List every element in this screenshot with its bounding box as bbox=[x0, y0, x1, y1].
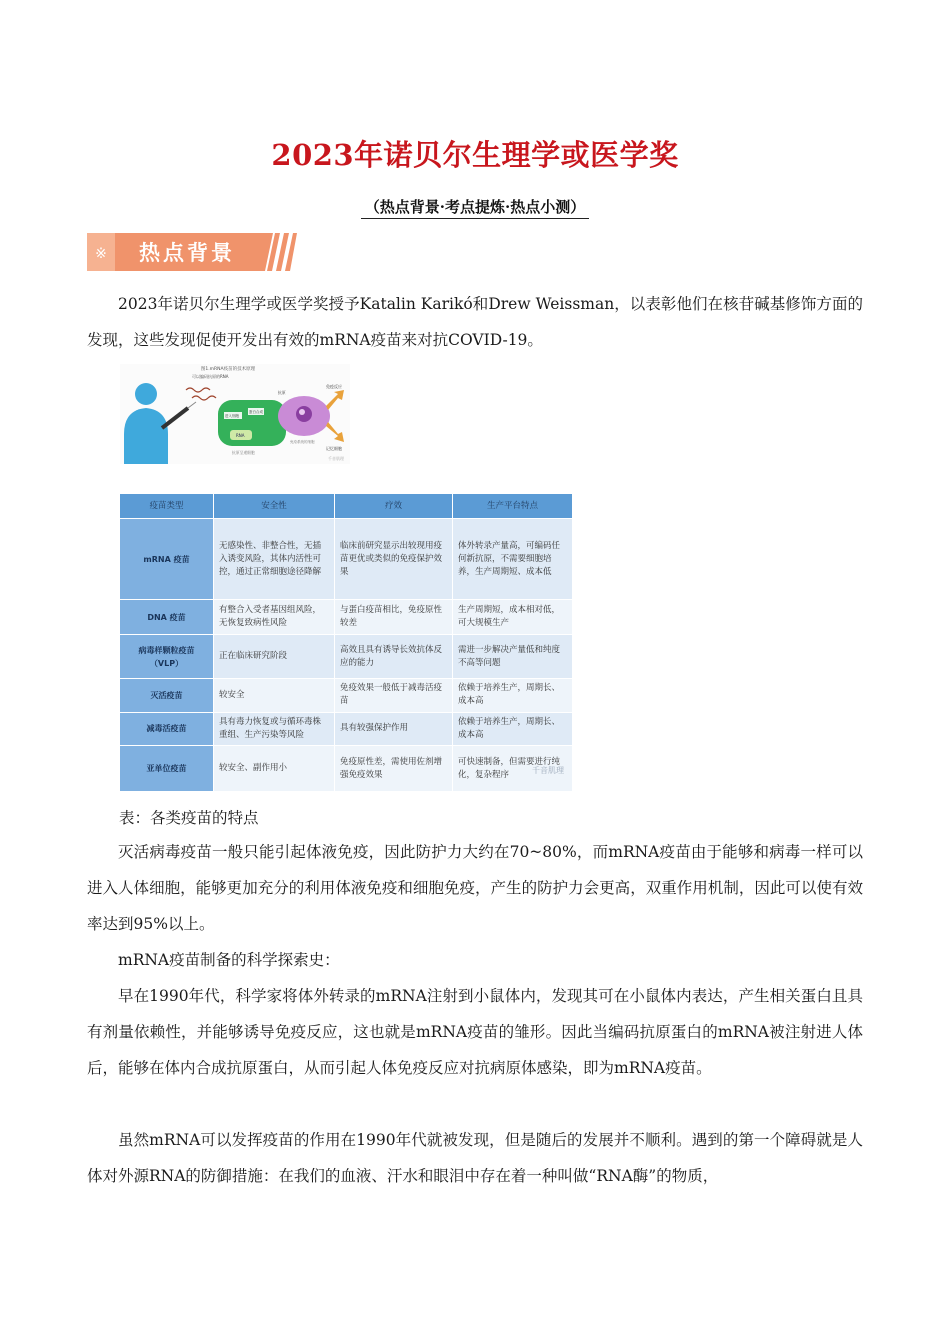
vaccine-type: 病毒样颗粒疫苗（VLP） bbox=[120, 635, 214, 679]
body-paragraph: mRNA疫苗制备的科学探索史： bbox=[118, 951, 340, 969]
table-header: 疗效 bbox=[335, 494, 453, 519]
platform-cell: 需进一步解决产量低和纯度不高等问题 bbox=[453, 635, 573, 679]
protein-synthesis-label: 蛋白合成 bbox=[249, 410, 263, 414]
platform-cell: 依赖于培养生产，周期长、成本高 bbox=[453, 678, 573, 712]
table-caption: 表：各类疫苗的特点 bbox=[119, 809, 259, 827]
section-banner bbox=[87, 231, 297, 273]
immune-cell-label: 免疫系统的细胞 bbox=[290, 440, 315, 444]
table-row bbox=[120, 635, 573, 679]
efficacy-cell: 具有较强保护作用 bbox=[335, 712, 453, 746]
efficacy-cell: 免疫效果一般低于减毒活疫苗 bbox=[335, 678, 453, 712]
safety-cell: 正在临床研究阶段 bbox=[214, 635, 335, 679]
vaccine-type: 减毒活疫苗 bbox=[120, 712, 214, 746]
enter-cell-label: 进入细胞 bbox=[225, 414, 239, 418]
vaccine-type: DNA 疫苗 bbox=[120, 600, 214, 635]
immune-cell-icon bbox=[278, 396, 330, 436]
table-header: 疫苗类型 bbox=[120, 494, 214, 519]
safety-cell: 具有毒力恢复或与循环毒株重组、生产污染等风险 bbox=[214, 712, 335, 746]
table-row bbox=[120, 519, 573, 600]
presenting-cell-icon bbox=[218, 400, 286, 446]
table-header: 安全性 bbox=[214, 494, 335, 519]
platform-text: 可快速制备，但需要进行纯化，复杂程序 bbox=[458, 756, 561, 780]
vaccine-type: 灭活疫苗 bbox=[120, 678, 214, 712]
subtitle-text: （热点背景·考点提炼·热点小测） bbox=[361, 196, 589, 219]
table-header: 生产平台特点 bbox=[453, 494, 573, 519]
mrna-vaccine-figure bbox=[120, 364, 350, 464]
page-subtitle bbox=[0, 196, 950, 219]
figure-title: 图1.mRNA疫苗的技术原理 bbox=[200, 367, 256, 372]
memory-cell-label: 记忆细胞 bbox=[326, 446, 342, 451]
table-row bbox=[120, 600, 573, 635]
platform-cell: 生产周期短，成本相对低，可大规模生产 bbox=[453, 600, 573, 635]
banner-label: 热点背景 bbox=[139, 241, 235, 265]
table-header-row bbox=[120, 494, 573, 519]
safety-cell: 较安全 bbox=[214, 678, 335, 712]
banner-mark-icon: ※ bbox=[95, 246, 107, 262]
safety-cell: 无感染性、非整合性，无插入诱变风险，其体内活性可控，通过正常细胞途径降解 bbox=[214, 519, 335, 600]
vaccine-table bbox=[119, 493, 573, 792]
table-watermark: 千音肌理 bbox=[532, 766, 564, 775]
antigen-label: 抗原 bbox=[278, 390, 286, 395]
immune-response-label: 免疫反应 bbox=[326, 384, 342, 389]
injected-rna-label: 可以编码抗原的RNA bbox=[192, 374, 229, 379]
safety-cell: 有整合入受者基因组风险，无恢复致病性风险 bbox=[214, 600, 335, 635]
intro-paragraph: 2023年诺贝尔生理学或医学奖授予Katalin Karikó和Drew Weissman，以表彰他们在核苷碱基修饰方面的发现，这些发现促使开发出有效的mRNA疫苗来对抗COVID-19。 bbox=[87, 295, 863, 349]
body-paragraph: 灭活病毒疫苗一般只能引起体液免疫，因此防护力大约在70~80%，而mRNA疫苗由于能够和病毒一样可以进入人体细胞，能够更加充分的利用体液免疫和细胞免疫，产生的防护力会更高，双重作用机制，因此可以使有效率达到95%以上。 bbox=[87, 843, 863, 933]
body-paragraph: 早在1990年代，科学家将体外转录的mRNA注射到小鼠体内，发现其可在小鼠体内表达，产生相关蛋白且具有剂量依赖性，并能够诱导免疫反应，这也就是mRNA疫苗的雏形。因此当编码抗原蛋白的mRNA被注射进人体后，能够在体内合成抗原蛋白，从而引起人体免疫反应对抗病原体感染，即为mRNA疫苗。 bbox=[87, 987, 863, 1077]
efficacy-cell: 高效且具有诱导长效抗体反应的能力 bbox=[335, 635, 453, 679]
table-row bbox=[120, 712, 573, 746]
presenting-cell-label: 抗原呈递细胞 bbox=[232, 450, 255, 455]
table-row bbox=[120, 746, 573, 792]
safety-cell: 较安全、副作用小 bbox=[214, 746, 335, 792]
platform-cell: 体外转录产量高，可编码任何新抗原，不需要细胞培养，生产周期短、成本低 bbox=[453, 519, 573, 600]
figure-watermark: 千音肌理 bbox=[328, 456, 344, 461]
efficacy-cell: 与蛋白疫苗相比，免疫原性较差 bbox=[335, 600, 453, 635]
rna-label: RNA bbox=[236, 433, 245, 438]
platform-cell: 依赖于培养生产，周期长、成本高 bbox=[453, 712, 573, 746]
vaccine-type: mRNA 疫苗 bbox=[120, 519, 214, 600]
efficacy-cell: 临床前研究显示出较现用疫苗更优或类似的免疫保护效果 bbox=[335, 519, 453, 600]
table-row bbox=[120, 678, 573, 712]
body-paragraph: 虽然mRNA可以发挥疫苗的作用在1990年代就被发现，但是随后的发展并不顺利。遇到的第一个障碍就是人体对外源RNA的防御措施：在我们的血液、汗水和眼泪中存在着一种叫做“RNA酶”的物质， bbox=[87, 1131, 863, 1185]
page-title: 2023年诺贝尔生理学或医学奖 bbox=[271, 138, 679, 172]
platform-cell bbox=[453, 746, 573, 792]
efficacy-cell: 免疫原性差，需使用佐剂增强免疫效果 bbox=[335, 746, 453, 792]
vaccine-type: 亚单位疫苗 bbox=[120, 746, 214, 792]
